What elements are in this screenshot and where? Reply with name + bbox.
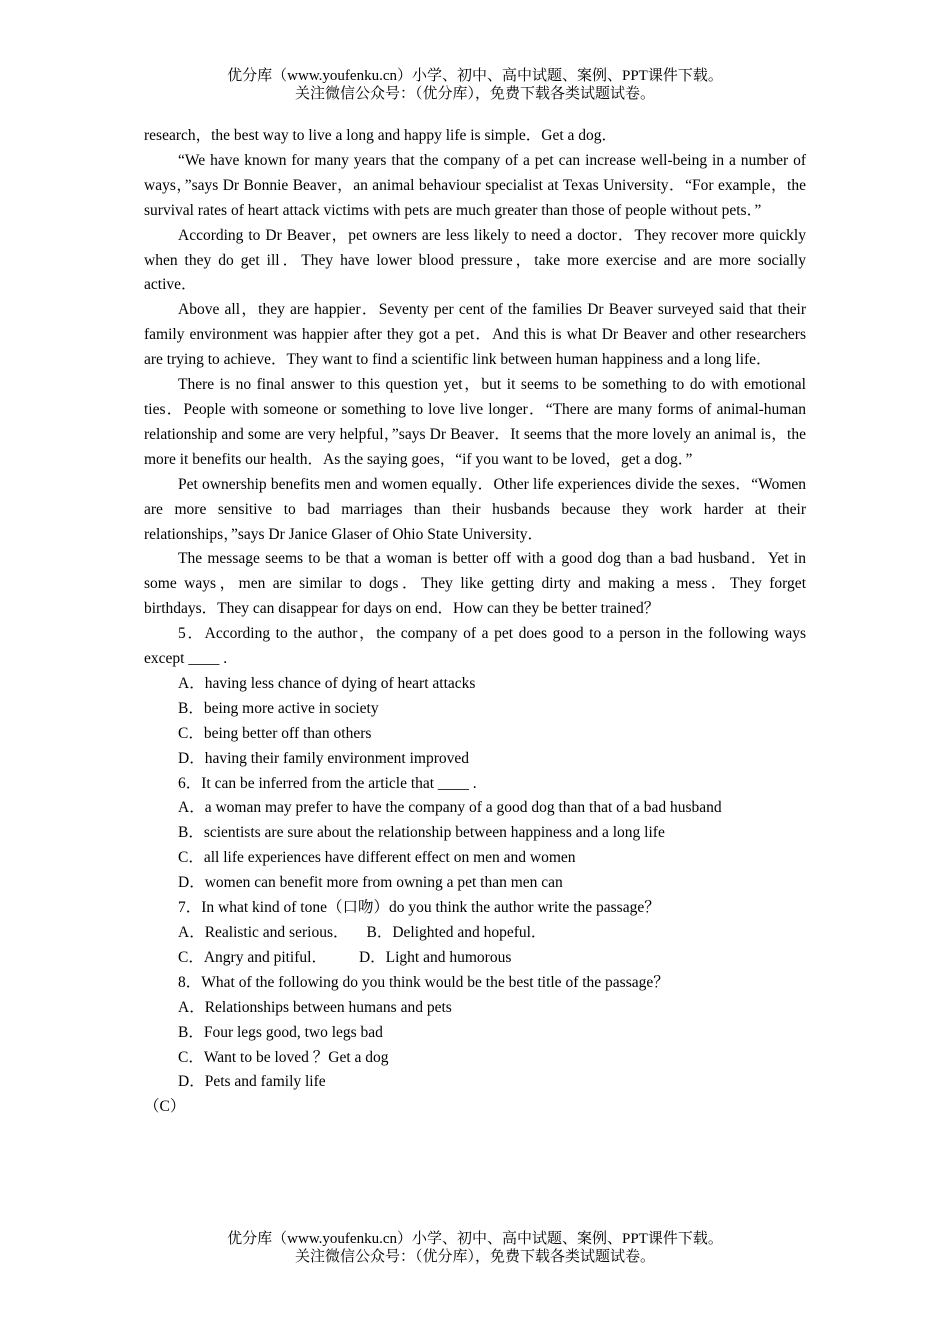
question-7-option-c: C．Angry and pitiful． — [178, 948, 327, 966]
passage-paragraph-7: The message seems to be that a woman is better off with a good dog than a bad husband．Yet in some ways，men are similar to dogs．They like getting dirty and making a mess．They forget birthdays．They can disappear for days on end．How can they be better trained？ — [144, 550, 806, 618]
question-7 — [144, 896, 806, 971]
document-body — [144, 124, 806, 1120]
page-footer — [0, 1230, 950, 1266]
page-header — [0, 67, 950, 103]
passage-paragraph-4: Above all，they are happier．Seventy per cent of the families Dr Beaver surveyed said that their family environment was happier after they got a pet．And this is what Dr Beaver and other researchers are trying to achieve．They want to find a scientific link between human happiness and a long life． — [144, 301, 806, 369]
question-8-option-d: D．Pets and family life — [178, 1073, 326, 1091]
question-6-option-b: B．scientists are sure about the relationship between happiness and a long life — [178, 824, 665, 842]
question-8-stem: 8．What of the following do you think would be the best title of the passage？ — [178, 973, 669, 991]
question-7-option-d: D．Light and humorous — [358, 948, 512, 966]
question-7-option-a: A．Realistic and serious． — [178, 924, 349, 941]
passage-paragraph-1: research，the best way to live a long and happy life is simple．Get a dog． — [144, 127, 618, 144]
question-5-stem: 5．According to the author，the company of a pet does good to a person in the following ways except ____ . — [144, 625, 806, 668]
passage-paragraph-5: There is no final answer to this question yet，but it seems to be something to do with emotional ties．People with someone or something to love live longer．“There are many forms of animal-human relationship and some are very helpful，”says Dr Beaver．It seems that the more lovely an animal is，the more it benefits our health．As the saying goes，“if you want to be loved，get a dog．” — [144, 376, 806, 468]
question-6-option-a: A．a woman may prefer to have the company of a good dog than that of a bad husband — [178, 799, 722, 817]
passage-paragraph-3: According to Dr Beaver，pet owners are less likely to need a doctor．They recover more quickly when they do get ill．They have lower blood pressure，take more exercise and are more socially active． — [144, 226, 806, 294]
question-6-option-d: D．women can benefit more from owning a pet than men can — [178, 874, 563, 892]
header-line-1: 优分库（www.youfenku.cn）小学、初中、高中试题、案例、PPT课件下载。 — [227, 68, 723, 84]
question-5-option-d: D．having their family environment improved — [178, 749, 469, 767]
passage-paragraph-6: Pet ownership benefits men and women equally．Other life experiences divide the sexes．“Women are more sensitive to bad marriages than their husbands because they work harder at their relationships，”says Dr Janice Glaser of Ohio State University． — [144, 475, 806, 543]
question-5-option-a: A．having less chance of dying of heart attacks — [178, 674, 476, 692]
footer-line-1: 优分库（www.youfenku.cn）小学、初中、高中试题、案例、PPT课件下载。 — [227, 1231, 723, 1247]
question-6-option-c: C．all life experiences have different effect on men and women — [178, 849, 576, 867]
question-7-option-b: B．Delighted and hopeful． — [366, 924, 547, 941]
question-8-option-a: A．Relationships between humans and pets — [178, 998, 452, 1016]
question-8-option-c: C．Want to be loved ？Get a dog — [178, 1048, 389, 1066]
footer-line-2: 关注微信公众号：（优分库），免费下载各类试题试卷。 — [294, 1249, 655, 1265]
question-7-stem: 7．In what kind of tone（口吻）do you think the author write the passage？ — [178, 899, 660, 917]
question-5 — [144, 622, 806, 771]
question-7-options-row-1 — [144, 921, 806, 946]
header-line-2: 关注微信公众号：（优分库），免费下载各类试题试卷。 — [294, 86, 655, 102]
question-6 — [144, 772, 806, 897]
section-c-heading: （C） — [144, 1098, 186, 1116]
question-6-stem: 6．It can be inferred from the article that ____ . — [178, 774, 477, 792]
question-7-options-row-2 — [144, 946, 806, 971]
question-5-option-c: C．being better off than others — [178, 724, 372, 742]
question-8-option-b: B．Four legs good, two legs bad — [178, 1023, 383, 1041]
passage-paragraph-2: “We have known for many years that the company of a pet can increase well-being in a number of ways，”says Dr Bonnie Beaver，an animal behaviour specialist at Texas University．“For example，the survival rates of heart attack victims with pets are much greater than those of people without pets．” — [144, 151, 806, 219]
question-8 — [144, 971, 806, 1096]
question-5-option-b: B．being more active in society — [178, 699, 379, 717]
